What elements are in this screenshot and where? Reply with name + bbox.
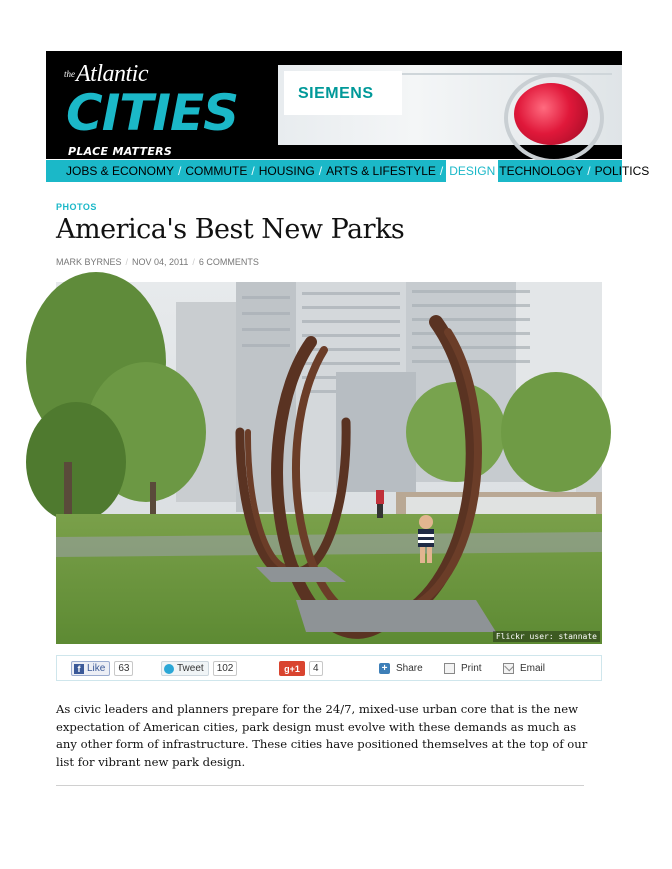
byline xyxy=(56,257,263,267)
nav-item-housing[interactable]: HOUSING xyxy=(258,164,315,178)
facebook-like-widget xyxy=(71,661,133,676)
logo-tagline: PLACE MATTERS xyxy=(68,145,173,158)
main-nav xyxy=(46,160,650,182)
email-link[interactable] xyxy=(503,661,545,676)
like-label: Like xyxy=(87,663,106,674)
site-header xyxy=(46,51,622,159)
author-link[interactable]: MARK BYRNES xyxy=(56,257,122,267)
like-count: 63 xyxy=(114,661,133,676)
google-plusone-widget xyxy=(279,661,323,676)
nav-separator: / xyxy=(439,164,444,178)
nav-separator: / xyxy=(318,164,323,178)
park-sculpture-illustration xyxy=(56,282,602,644)
print-icon xyxy=(444,663,455,674)
ad-orb-graphic xyxy=(514,83,588,145)
nav-separator: / xyxy=(251,164,255,178)
share-label: Share xyxy=(396,663,423,674)
facebook-icon: f xyxy=(74,664,84,674)
nav-item-jobs-economy[interactable]: JOBS & ECONOMY xyxy=(66,164,175,178)
photo-credit[interactable]: Flickr user: stannate xyxy=(493,631,600,642)
share-icon: + xyxy=(379,663,390,674)
twitter-icon xyxy=(164,664,174,674)
article-title: America's Best New Parks xyxy=(56,214,405,245)
article-photo xyxy=(56,282,602,644)
facebook-like-button[interactable] xyxy=(71,661,110,676)
nav-item-politics[interactable]: POLITICS xyxy=(594,164,650,178)
nav-item-arts-lifestyle[interactable]: ARTS & LIFESTYLE xyxy=(326,164,436,178)
email-icon xyxy=(503,663,514,674)
ad-logo-box xyxy=(284,71,402,115)
print-label: Print xyxy=(461,663,482,674)
ad-stripe xyxy=(402,73,612,75)
content-divider xyxy=(56,785,584,786)
print-link[interactable] xyxy=(444,661,482,676)
plusone-count: 4 xyxy=(309,661,323,676)
tweet-label: Tweet xyxy=(177,663,204,674)
tweet-button[interactable] xyxy=(161,661,209,676)
ad-brand: SIEMENS xyxy=(298,85,374,102)
header-advertisement[interactable] xyxy=(278,65,622,145)
logo-cities: CITIES xyxy=(66,84,239,142)
article-kicker[interactable]: PHOTOS xyxy=(56,202,97,212)
nav-item-technology[interactable]: TECHNOLOGY xyxy=(499,164,584,178)
share-bar xyxy=(56,655,602,681)
email-label: Email xyxy=(520,663,546,674)
tweet-count: 102 xyxy=(213,661,238,676)
logo-the: the xyxy=(64,69,75,79)
byline-separator: / xyxy=(125,257,129,267)
article-body: As civic leaders and planners prepare for the 24/7, mixed-use urban core that is the new expectation of American cities, park design must evolve with these demands as much as any other form of infrastructure. These cities have positioned themselves at the top of our list for vibrant new park design. xyxy=(56,702,588,769)
google-plusone-button[interactable] xyxy=(279,661,305,676)
nav-item-design[interactable]: DESIGN xyxy=(446,160,498,182)
article-date: NOV 04, 2011 xyxy=(132,257,189,267)
google-plus-icon: g xyxy=(284,663,290,674)
nav-separator: / xyxy=(587,164,591,178)
nav-item-commute[interactable]: COMMUTE xyxy=(185,164,248,178)
comments-link[interactable]: 6 COMMENTS xyxy=(198,257,259,267)
byline-separator: / xyxy=(192,257,195,267)
share-link[interactable] xyxy=(379,661,423,676)
tweet-widget xyxy=(161,661,237,676)
plusone-label: +1 xyxy=(289,663,300,674)
logo-atlantic: Atlantic xyxy=(76,61,148,87)
nav-separator: / xyxy=(178,164,182,178)
